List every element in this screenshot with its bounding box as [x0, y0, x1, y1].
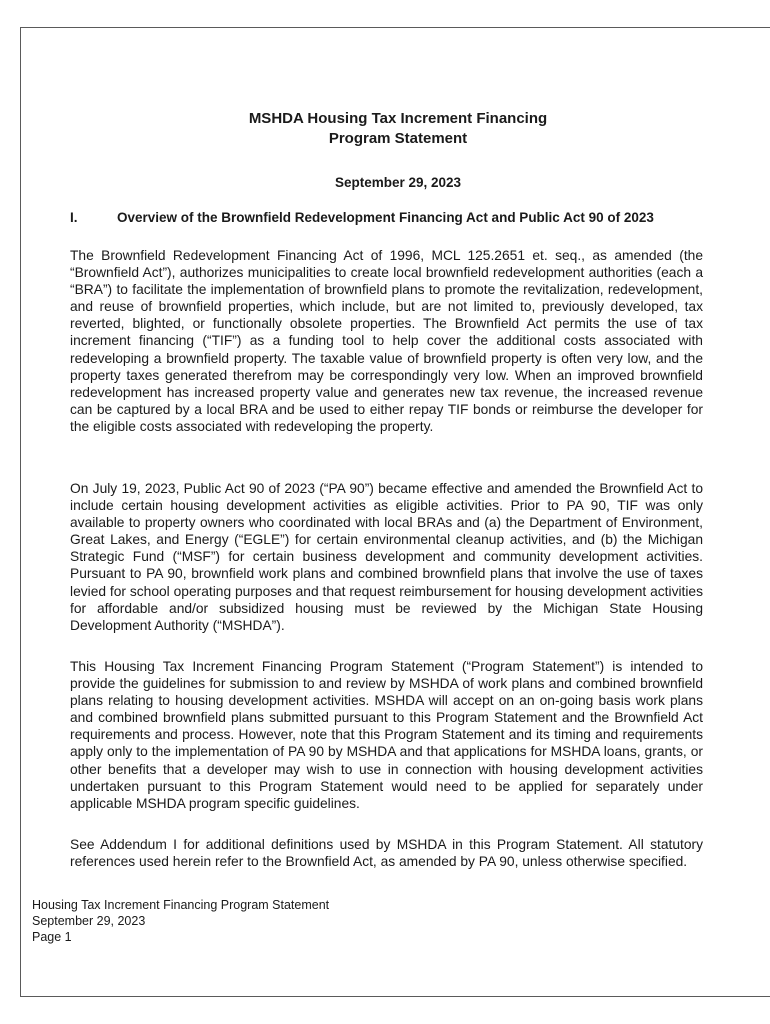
document-title — [21, 109, 770, 149]
section-number: I. — [70, 210, 78, 225]
title-line-2: Program Statement — [328, 130, 468, 147]
paragraph-4: See Addendum I for additional definitions used by MSHDA in this Program Statement. All statutory references used herein refer to the Brownfield Act, as amended by PA 90, unless otherwise specified. — [70, 837, 703, 870]
section-heading — [70, 210, 654, 225]
paragraph-2: On July 19, 2023, Public Act 90 of 2023 (“PA 90”) became effective and amended the Brownfield Act to include certain housing development activities as eligible activities. Prior to PA 90, TIF was only available to property owners who coordinated with local BRAs and (a) the Department of Environment, Great Lakes, and Energy (“EGLE”) for certain environmental cleanup activities, and (b) the Michigan Strategic Fund (“MSF”) for certain business development and community development activities. Pursuant to PA 90, brownfield work plans and combined brownfield plans that involve the use of taxes levied for school operating purposes and that request reimbursement for housing development activities for affordable and/or subsidized housing must be reviewed by the Michigan State Housing Development Authority (“MSHDA”). — [70, 481, 703, 633]
title-line-1: MSHDA Housing Tax Increment Financing — [248, 110, 548, 127]
paragraph-3: This Housing Tax Increment Financing Program Statement (“Program Statement”) is intended to provide the guidelines for submission to and review by MSHDA of work plans and combined brownfield plans relating to housing development activities. MSHDA will accept on an on-going basis work plans and combined brownfield plans submitted pursuant to this Program Statement and the Brownfield Act requirements and process. However, note that this Program Statement and its timing and requirements apply only to the implementation of PA 90 by MSHDA and that applications for MSHDA loans, grants, or other benefits that a developer may wish to use in connection with housing development activities undertaken pursuant to this Program Statement would need to be applied for separately under applicable MSHDA program specific guidelines. — [70, 659, 703, 811]
paragraph-1: The Brownfield Redevelopment Financing Act of 1996, MCL 125.2651 et. seq., as amended (the “Brownfield Act”), authorizes municipalities to create local brownfield redevelopment authorities (each a “BRA”) to facilitate the implementation of brownfield plans to promote the revitalization, redevelopment, and reuse of brownfield properties, which include, but are not limited to, previously developed, tax reverted, blighted, or functionally obsolete properties. The Brownfield Act permits the use of tax increment financing (“TIF”) as a funding tool to help cover the additional costs associated with redeveloping a brownfield property. The taxable value of brownfield property is often very low, and the property taxes generated therefrom may be correspondingly very low. When an improved brownfield redevelopment has increased property value and generates new tax revenue, the increased revenue can be captured by a local BRA and be used to either repay TIF bonds or reimburse the developer for the eligible costs associated with redeveloping the property. — [70, 248, 703, 434]
document-page — [20, 27, 770, 997]
document-date: September 29, 2023 — [334, 175, 462, 190]
footer-title: Housing Tax Increment Financing Program Statement — [32, 898, 330, 912]
section-title: Overview of the Brownfield Redevelopment Financing Act and Public Act 90 of 2023 — [117, 210, 654, 225]
footer-page-number: Page 1 — [32, 930, 72, 945]
footer-date: September 29, 2023 — [32, 914, 146, 929]
page-footer — [32, 897, 329, 946]
